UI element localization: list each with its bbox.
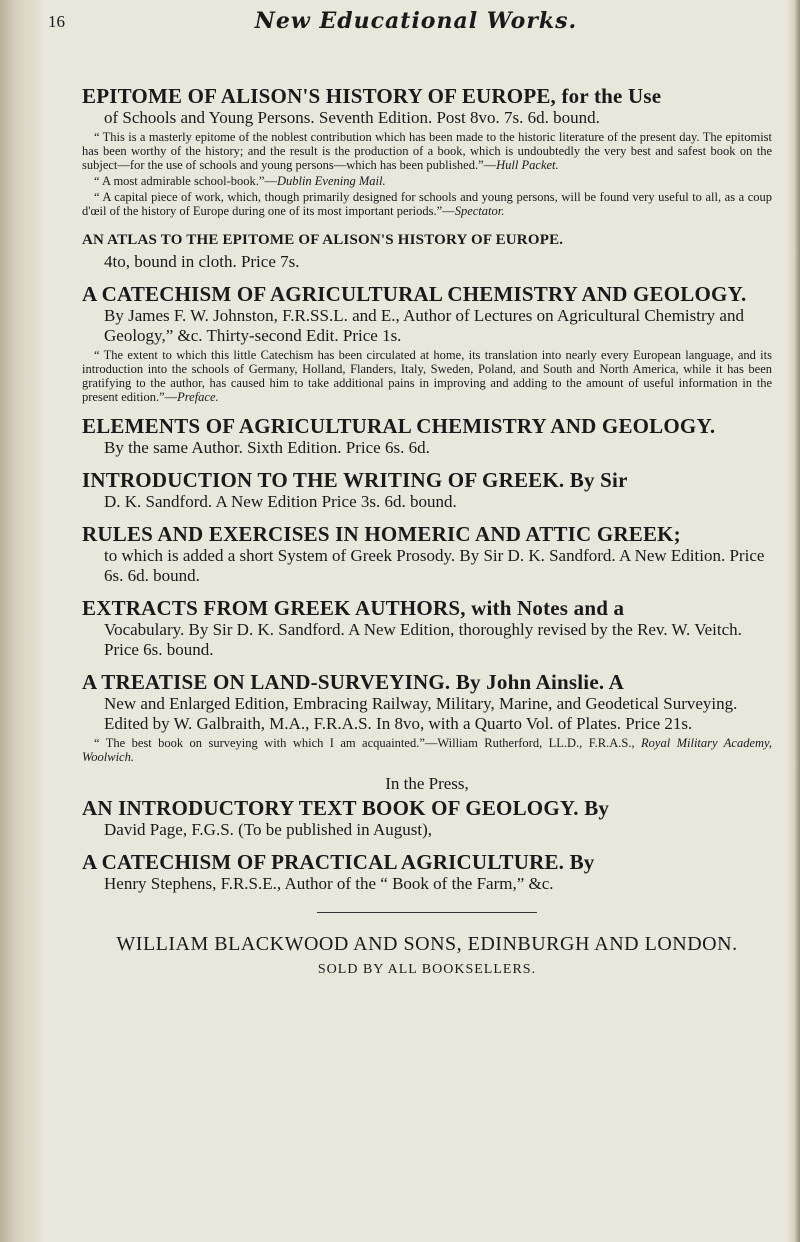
entry-title: A TREATISE ON LAND-SURVEYING. By John Ainslie. A (82, 670, 624, 694)
entry-title: ELEMENTS OF AGRICULTURAL CHEMISTRY AND GEOLOGY. (82, 414, 716, 438)
entry-title: AN INTRODUCTORY TEXT BOOK OF GEOLOGY. By (82, 796, 610, 820)
entry-description: By the same Author. Sixth Edition. Price 6s. 6d. (104, 438, 430, 457)
catalogue-entry (82, 522, 772, 586)
entry-description: New and Enlarged Edition, Embracing Railway, Military, Marine, and Geodetical Surveying. Edited by W. Galbraith, M.A., F.R.A.S. In 8vo, with a Quarto Vol. of Plates. Price 21s. (104, 694, 738, 733)
sold-by-note: SOLD BY ALL BOOKSELLERS. (317, 962, 537, 977)
review-source: Royal Military Academy, Woolwich. (82, 736, 773, 764)
review-source: Dublin Evening Mail. (276, 174, 386, 188)
entry-description: to which is added a short System of Greek Prosody. By Sir D. K. Sandford. A New Edition. Price 6s. 6d. bound. (104, 546, 765, 585)
review-quote: “ A most admirable school-book.”—Dublin Evening Mail. (94, 174, 386, 188)
running-head: New Educational Works. (254, 8, 578, 34)
entry-title: RULES AND EXERCISES IN HOMERIC AND ATTIC GREEK; (82, 522, 681, 546)
entry-description: David Page, F.G.S. (To be published in August), (104, 820, 432, 839)
review-source: Hull Packet. (496, 158, 559, 172)
review-source: Preface. (177, 390, 219, 404)
catalogue-entry (82, 468, 772, 512)
press-entry (82, 796, 772, 840)
entry-description: By James F. W. Johnston, F.R.SS.L. and E., Author of Lectures on Agricultural Chemistry and Geology,” &c. Thirty-second Edit. Price 1s. (104, 306, 744, 345)
entry-description: D. K. Sandford. A New Edition Price 3s. 6d. bound. (104, 492, 457, 511)
catalogue-entry (82, 596, 772, 660)
catalogue-entry (82, 282, 772, 404)
review-quote: “ This is a masterly epitome of the noblest contribution which has been made to the historic literature of the present day. The epitomist has been worthy of the history; and the result is the production of a book, which is undoubtedly the very best and safest book on the subject—for the use of schools and young persons—which has been published.”—Hull Packet. (82, 130, 772, 172)
page-edge (786, 0, 800, 1242)
entry-description: of Schools and Young Persons. Seventh Edition. Post 8vo. 7s. 6d. bound. (104, 108, 600, 127)
entry-title: A CATECHISM OF PRACTICAL AGRICULTURE. By (82, 850, 595, 874)
divider-rule (317, 912, 537, 913)
catalogue-entry (82, 228, 772, 272)
page (48, 0, 784, 1242)
entry-description: Henry Stephens, F.R.S.E., Author of the “ Book of the Farm,” &c. (104, 874, 554, 893)
page-number: 16 (48, 12, 65, 31)
press-entry (82, 850, 772, 894)
entry-title: EPITOME OF ALISON'S HISTORY OF EUROPE, for the Use (82, 84, 662, 108)
review-quote: “ The best book on surveying with which I am acquainted.”—William Rutherford, LL.D., F.R.A.S., Royal Military Academy, Woolwich. (82, 736, 773, 764)
catalogue-entry (82, 84, 772, 218)
entry-title: INTRODUCTION TO THE WRITING OF GREEK. By Sir (82, 468, 628, 492)
entry-description: 4to, bound in cloth. Price 7s. (104, 252, 300, 271)
publisher-imprint: WILLIAM BLACKWOOD AND SONS, EDINBURGH AND LONDON. (116, 933, 738, 955)
catalogue-list (82, 84, 772, 978)
entry-title: A CATECHISM OF AGRICULTURAL CHEMISTRY AND GEOLOGY. (82, 282, 747, 306)
review-quote: “ A capital piece of work, which, though primarily designed for schools and young persons, will be found very useful to all, as a coup d'œil of the history of Europe during one of its most important periods.”—Spectator. (82, 190, 772, 218)
page-header (48, 6, 784, 46)
catalogue-entry (82, 670, 772, 764)
review-quote: “ The extent to which this little Catechism has been circulated at home, its translation into nearly every European language, and its introduction into the schools of Germany, Holland, Flanders, Italy, Sweden, Poland, and South and North America, while it has been gratifying to the author, has caused him to take additional pains in improving and adding to the amount of useful information in the present edition.”—Preface. (82, 348, 772, 404)
review-source: Spectator. (454, 204, 505, 218)
binding-gutter (0, 0, 42, 1242)
entry-title: EXTRACTS FROM GREEK AUTHORS, with Notes and a (82, 596, 625, 620)
catalogue-entry (82, 414, 772, 458)
entry-description: Vocabulary. By Sir D. K. Sandford. A New Edition, thoroughly revised by the Rev. W. Veitch. Price 6s. bound. (104, 620, 742, 659)
in-press-label: In the Press, (385, 774, 469, 793)
entry-title: AN ATLAS TO THE EPITOME OF ALISON'S HISTORY OF EUROPE. (82, 232, 564, 248)
